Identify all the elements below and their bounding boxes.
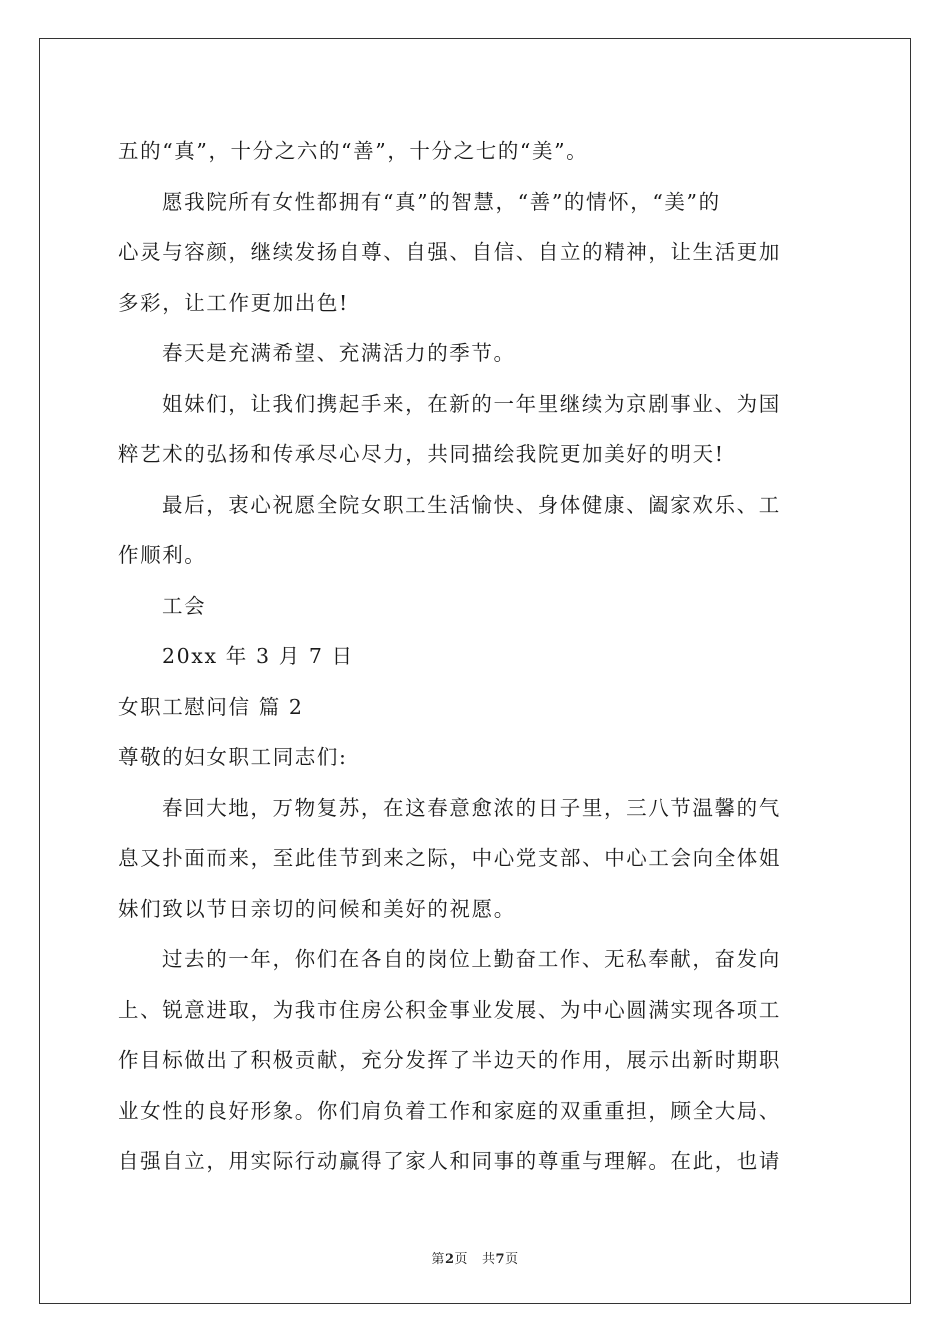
paragraph-line: 上、锐意进取，为我市住房公积金事业发展、为中心圆满实现各项工 [118,997,781,1022]
paragraph-line: 心灵与容颜，继续发扬自尊、自强、自信、自立的精神，让生活更加 [118,240,781,264]
signature-organization: 工会 [162,593,207,618]
paragraph-line: 粹艺术的弘扬和传承尽心尽力，共同描绘我院更加美好的明天! [118,442,725,466]
paragraph-line: 多彩，让工作更加出色! [118,290,349,315]
paragraph-line: 息又扑面而来，至此佳节到来之际，中心党支部、中心工会向全体姐 [118,846,781,870]
paragraph-line: 作顺利。 [118,543,207,567]
paragraph-line: 过去的一年，你们在各自的岗位上勤奋工作、无私奉献，奋发向 [162,947,781,971]
paragraph-line: 愿我院所有女性都拥有“真”的智慧，“善”的情怀，“美”的 [162,189,721,214]
page-prefix: 第 [431,1252,445,1267]
paragraph-line: 春天是充满希望、充满活力的季节。 [162,341,516,365]
paragraph-line: 春回大地，万物复苏，在这春意愈浓的日子里，三八节温馨的气 [162,795,781,820]
paragraph-line: 最后，衷心祝愿全院女职工生活愉快、身体健康、阖家欢乐、工 [162,492,781,517]
page-unit: 页 [454,1252,468,1267]
total-unit: 页 [505,1252,519,1267]
section-heading: 女职工慰问信 篇 2 [118,694,304,719]
current-page-number: 2 [444,1252,455,1267]
paragraph-line: 五的“真”，十分之六的“善”，十分之七的“美”。 [118,139,589,163]
page-footer [0,1248,950,1267]
document-body [118,126,834,1187]
total-prefix: 共 [482,1252,496,1267]
salutation: 尊敬的妇女职工同志们: [118,745,348,769]
paragraph-line: 业女性的良好形象。你们肩负着工作和家庭的双重重担，顾全大局、 [118,1098,781,1123]
paragraph-line: 自强自立，用实际行动赢得了家人和同事的尊重与理解。在此，也请 [118,1149,781,1173]
total-page-number: 7 [495,1252,506,1267]
paragraph-line: 作目标做出了积极贡献，充分发挥了半边天的作用，展示出新时期职 [118,1048,781,1072]
paragraph-line: 姐妹们，让我们携起手来，在新的一年里继续为京剧事业、为国 [162,391,781,416]
signature-date: 20xx 年 3 月 7 日 [162,644,354,668]
paragraph-line: 妹们致以节日亲切的问候和美好的祝愿。 [118,896,516,921]
